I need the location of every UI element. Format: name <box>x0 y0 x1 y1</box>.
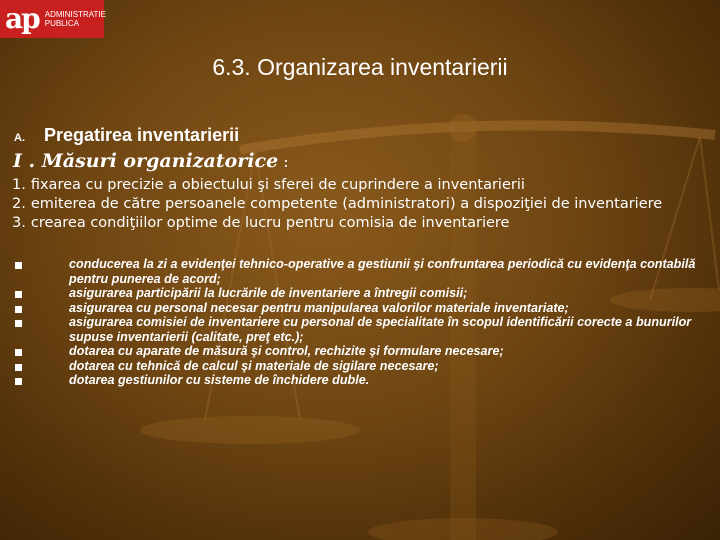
bullet-list <box>12 257 702 388</box>
item-text: crearea condiţiilor optime de lucru pentru comisia de inventariere <box>30 215 510 231</box>
bullet-item <box>12 359 702 374</box>
logo-mark: ap <box>5 2 39 35</box>
logo-text-line1: ADMINISTRATIE <box>44 10 106 19</box>
bullet-square-icon <box>15 306 22 313</box>
bullet-text: dotarea gestiunilor cu sisteme de închidere duble. <box>69 373 370 387</box>
slide-title: 6.3. Organizarea inventarierii <box>212 54 508 80</box>
bullet-square-icon <box>15 378 22 385</box>
subheading-measures <box>13 150 289 172</box>
bullet-text: asigurarea cu personal necesar pentru manipularea valorilor materiale inventariate; <box>69 300 569 315</box>
numbered-item-3 <box>12 214 702 233</box>
bullet-item <box>12 286 702 301</box>
bullet-square-icon <box>15 291 22 298</box>
subheading-measures-text: I . Măsuri organizatorice <box>13 150 279 172</box>
bullet-text: dotarea cu tehnică de calcul şi materiale de sigilare necesare; <box>69 358 439 373</box>
bullet-text: asigurarea comisiei de inventariere cu personal de specialitate în scopul identificării corecte a bunurilor supuse inventarierii (calitate, preţ etc.); <box>69 315 692 344</box>
bullet-text: dotarea cu aparate de măsură şi control, rechizite şi formulare necesare; <box>69 344 504 358</box>
item-number: 1. <box>12 177 26 193</box>
logo-text <box>45 10 106 28</box>
bullet-item <box>12 344 702 359</box>
section-a-letter: A. <box>14 132 25 144</box>
bullet-item <box>12 257 702 286</box>
numbered-list <box>12 176 702 233</box>
bullet-text: conducerea la zi a evidenţei tehnico-operative a gestiunii şi confruntarea periodică cu evidenţa contabilă pentru punerea de acord; <box>69 257 696 286</box>
bullet-item <box>12 315 702 344</box>
item-number: 3. <box>12 215 26 231</box>
item-text: emiterea de către persoanele competente (administratori) a dispoziţiei de inventariere <box>30 196 663 212</box>
numbered-item-1 <box>12 176 702 195</box>
bullet-item <box>12 301 702 316</box>
bullet-square-icon <box>15 349 22 356</box>
bullet-square-icon <box>15 364 22 371</box>
section-a-text: Pregatirea inventarierii <box>44 125 240 145</box>
item-number: 2. <box>12 196 26 212</box>
bullet-square-icon <box>15 262 22 269</box>
subheading-colon: : <box>278 152 289 171</box>
logo <box>0 0 104 38</box>
numbered-item-2 <box>12 195 702 214</box>
bullet-square-icon <box>15 320 22 327</box>
section-a-heading <box>14 125 239 146</box>
bullet-text: asigurarea participării la lucrările de inventariere a întregii comisii; <box>69 286 468 300</box>
logo-text-line2: PUBLICA <box>44 19 79 28</box>
item-text: fixarea cu precizie a obiectului şi sferei de cuprindere a inventarierii <box>30 177 525 193</box>
bullet-item <box>12 373 702 388</box>
